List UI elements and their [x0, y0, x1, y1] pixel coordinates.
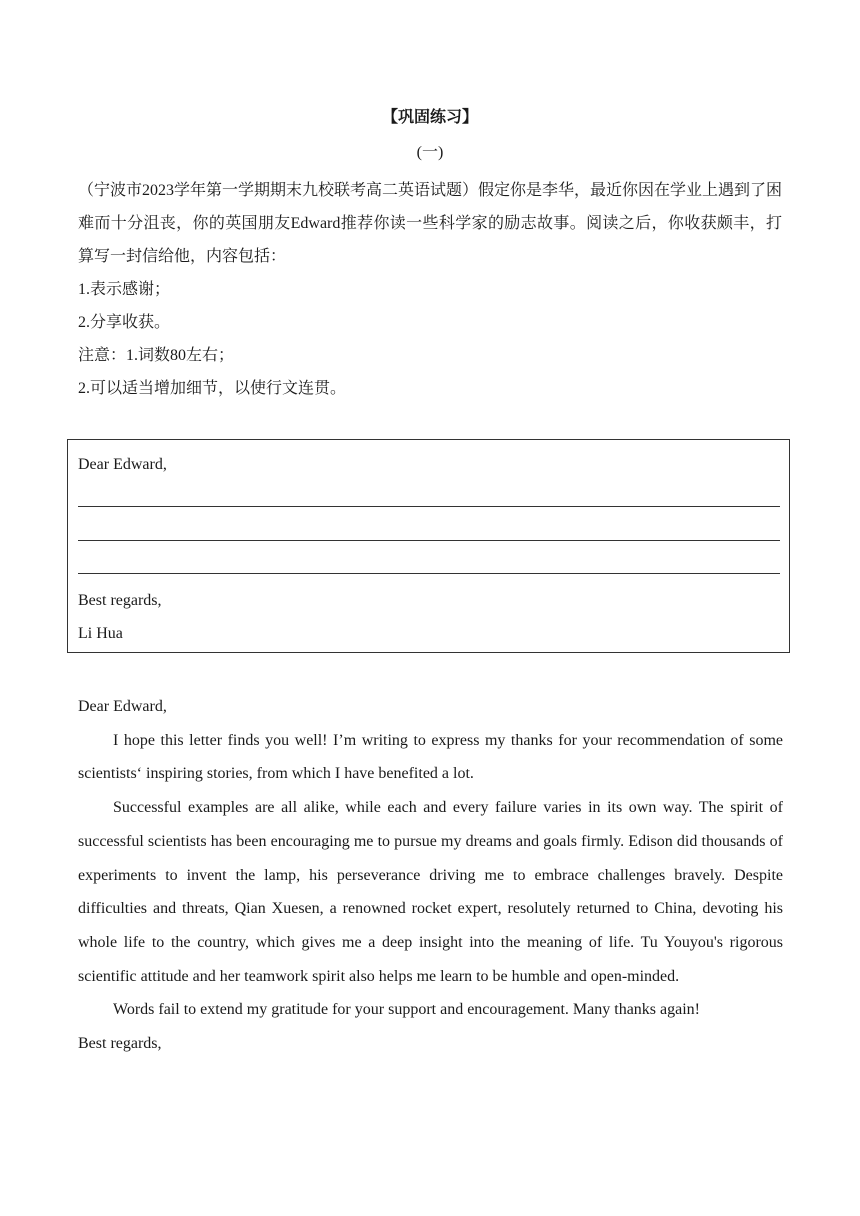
answer-box-closing: Best regards, — [78, 592, 162, 609]
section-title: 【巩固练习】 — [381, 109, 478, 126]
sample-paragraph: Successful examples are all alike, while each and every failure varies in its own way. The spirit of successful scientists has been encouraging me to pursue my dreams and goals firmly. Edison did thousands of experiments to invent the lamp, his perseverance driving me to embrace challenges bravely. Despite difficulties and threats, Qian Xuesen, a renowned rocket expert, resolutely returned to China, devoting his whole life to the country, which gives me a deep insight into the meaning of life. Tu Youyou's rigorous scientific attitude and her teamwork spirit also helps me learn to be humble and open-minded. — [78, 799, 783, 985]
sample-greeting: Dear Edward, — [78, 698, 167, 715]
answer-box-greeting: Dear Edward, — [78, 456, 167, 473]
sample-paragraph: Words fail to extend my gratitude for your support and encouragement. Many thanks again! — [113, 1001, 700, 1019]
writing-line[interactable] — [78, 573, 780, 574]
exercise-number: (一) — [416, 144, 444, 161]
prompt-intro: （宁波市2023学年第一学期期末九校联考高二英语试题）假定你是李华，最近你因在学业上遇到了困难而十分沮丧，你的英国朋友Edward推荐你读一些科学家的励志故事。阅读之后，你收获颇丰，打算写一封信给他，内容包括： — [78, 182, 783, 265]
prompt-note: 2.可以适当增加细节，以使行文连贯。 — [78, 380, 347, 397]
writing-line[interactable] — [78, 540, 780, 541]
prompt-note: 注意：1.词数80左右； — [78, 347, 235, 364]
prompt-point: 2.分享收获。 — [78, 314, 171, 331]
sample-closing: Best regards, — [78, 1035, 162, 1053]
writing-prompt — [78, 174, 782, 405]
prompt-point: 1.表示感谢； — [78, 281, 171, 298]
answer-box — [67, 439, 790, 653]
answer-box-signature: Li Hua — [78, 625, 123, 642]
writing-line[interactable] — [78, 506, 780, 507]
sample-letter — [78, 690, 783, 1061]
sample-paragraph: I hope this letter finds you well! I’m writing to express my thanks for your recommendation of some scientists‘ inspiring stories, from which I have benefited a lot. — [78, 731, 783, 783]
